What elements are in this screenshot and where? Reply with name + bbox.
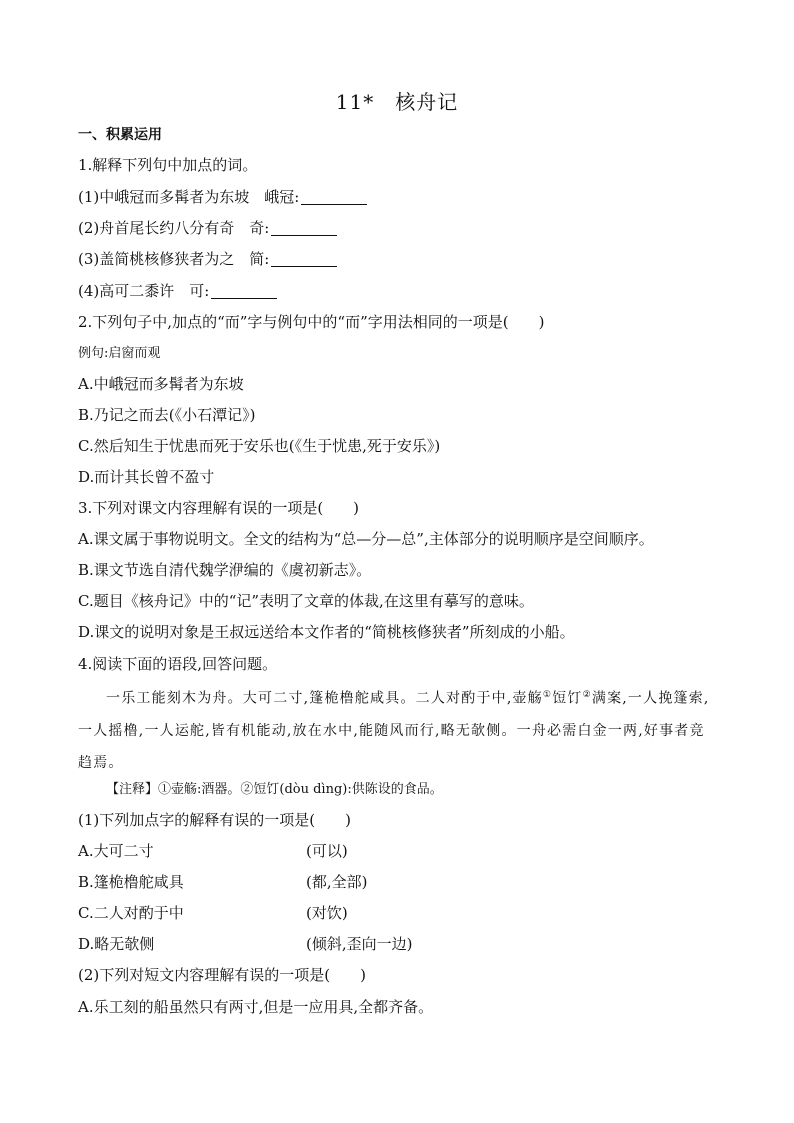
option-b: B.课文节选自清代魏学洢编的《虞初新志》。 [78, 561, 372, 579]
question-1-item [78, 187, 367, 207]
example-sentence: 例句:启窗而观 [78, 346, 161, 361]
option-c: C.题目《核舟记》中的“记”表明了文章的体裁,在这里有摹写的意味。 [78, 592, 534, 610]
answer-blank[interactable] [271, 220, 337, 236]
subquestion-2-stem: (2)下列对短文内容理解有误的一项是( ) [78, 966, 366, 984]
option-text: C.二人对酌于中 [78, 904, 184, 922]
page-title: 11* 核舟记 [335, 90, 459, 114]
section-heading: 一、积累运用 [78, 127, 162, 143]
question-3-stem: 3.下列对课文内容理解有误的一项是( ) [78, 499, 360, 517]
option-d: D.课文的说明对象是王叔远送给本文作者的“简桃核修狭者”所刻成的小船。 [78, 623, 575, 641]
option-gloss: (可以) [306, 842, 348, 860]
option-gloss: (都,全部) [306, 873, 368, 891]
item-text: (1)中峨冠而多髯者为东坡 峨冠: [78, 188, 300, 206]
option-gloss: (倾斜,歪向一边) [306, 935, 413, 953]
note-mark: ② [582, 690, 592, 700]
option-d [78, 934, 413, 954]
question-4-stem: 4.阅读下面的语段,回答问题。 [78, 655, 278, 673]
option-a [78, 841, 348, 861]
note-mark: ① [542, 690, 553, 700]
annotation-note: 【注释】①壶觞:酒器。②饾饤(dòu dìng):供陈设的食品。 [106, 782, 443, 797]
option-a: A.乐工刻的船虽然只有两寸,但是一应用具,全都齐备。 [78, 998, 434, 1016]
item-text: (3)盖简桃核修狭者为之 简: [78, 250, 270, 268]
option-text: D.略无欹侧 [78, 935, 155, 953]
option-c: C.然后知生于忧患而死于安乐也(《生于忧患,死于安乐》) [78, 437, 441, 455]
passage-text: 满案,一人挽篷索,一人摇橹,一人运舵,皆有机能动,放在水中,能随风而行,略无欹侧。一舟必需白金一两,好事者竞趋焉。 [78, 690, 710, 771]
answer-blank[interactable] [211, 283, 277, 299]
question-1-item [78, 249, 337, 269]
item-text: (2)舟首尾长约八分有奇 奇: [78, 219, 270, 237]
option-b: B.乃记之而去(《小石潭记》) [78, 406, 256, 424]
option-text: A.大可二寸 [78, 842, 154, 860]
option-c [78, 903, 348, 923]
question-1-item [78, 281, 277, 301]
question-2-stem: 2.下列句子中,加点的“而”字与例句中的“而”字用法相同的一项是( ) [78, 313, 545, 331]
reading-passage [78, 679, 718, 779]
option-a: A.课文属于事物说明文。全文的结构为“总—分—总”,主体部分的说明顺序是空间顺序。 [78, 530, 654, 548]
option-d: D.而计其长曾不盈寸 [78, 468, 215, 486]
question-1-item [78, 218, 337, 238]
answer-blank[interactable] [301, 189, 367, 205]
item-text: (4)高可二黍许 可: [78, 282, 210, 300]
passage-text: 一乐工能刻木为舟。大可二寸,篷桅橹舵咸具。二人对酌于中,壶觞 [106, 690, 543, 707]
option-gloss: (对饮) [306, 904, 348, 922]
option-b [78, 872, 368, 892]
answer-blank[interactable] [271, 251, 337, 267]
option-a: A.中峨冠而多髯者为东坡 [78, 375, 244, 393]
question-1-stem: 1.解释下列句中加点的词。 [78, 156, 258, 174]
passage-text: 饾饤 [552, 690, 583, 707]
subquestion-1-stem: (1)下列加点字的解释有误的一项是( ) [78, 811, 351, 829]
option-text: B.篷桅橹舵咸具 [78, 873, 184, 891]
